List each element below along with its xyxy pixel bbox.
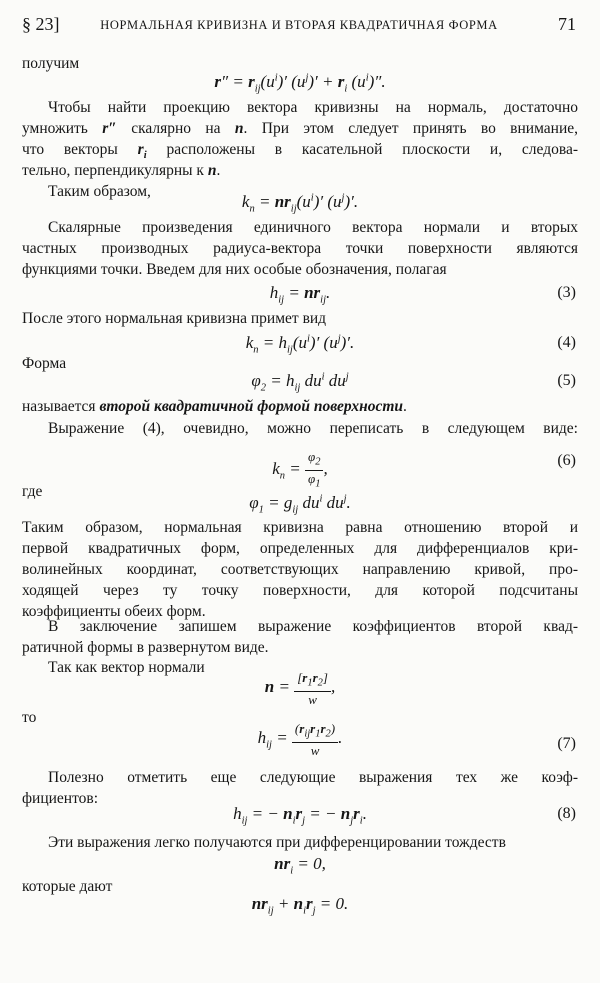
page-number: 71 <box>558 14 576 34</box>
text-line: где <box>22 483 43 500</box>
text-line: Скалярные произведения единичного вектора нормали и вторых <box>48 219 578 236</box>
equation-4: $k_n = h_{ij}(u^i)'$ $(u^j)'$. <box>245 333 355 356</box>
text-line: умножить r″ скалярно на n. При этом следует принять во внимание, <box>22 120 579 137</box>
equation-derivative: $nr_{ij} + n_ir_j = 0$. <box>251 894 349 917</box>
text-line: Чтобы найти проекцию вектора кривизны на нормаль, достаточно <box>48 99 578 116</box>
equation-phi1: $\varphi_1 = g_{ij}$ $du^i$ $du^j$. <box>249 493 351 516</box>
text-line: Таким образом, <box>48 183 151 200</box>
text-line: функциями точки. Введем для них особые обозначения, полагая <box>22 261 447 278</box>
text-line: называется второй квадратичной формой поверхности. <box>22 398 407 415</box>
text-line: которые дают <box>22 878 113 895</box>
text-line: то <box>22 709 37 726</box>
text-line: частных производных радиуса-вектора точки поверхности являются <box>22 240 578 257</box>
text-line: тельно, перпендикулярны к n. <box>22 162 221 179</box>
text-line: получим <box>22 55 80 72</box>
equation-8: $h_{ij}$ = − $n_ir_j$ = − $n_jr_i$. <box>233 804 367 827</box>
equation-number: (6) <box>557 452 576 469</box>
text-line: Таким образом, нормальная кривизна равна отношению второй и <box>22 519 578 536</box>
text-line: ратичной формы в развернутом виде. <box>22 639 269 656</box>
text-line: волинейных координат, соответствующих направлению кривой, про- <box>22 561 578 578</box>
equation-5: $\varphi_2 = h_{ij}$ $du^i$ $du^j$ <box>251 371 349 394</box>
text-line: Форма <box>22 355 67 372</box>
text-line: Эти выражения легко получаются при дифференцировании тождеств <box>48 834 506 851</box>
text-line: В заключение запишем выражение коэффициентов второй квад- <box>48 618 578 635</box>
equation-n: n = $\frac{[r_1r_2]}{w}$ , <box>264 670 336 707</box>
equation-number: (7) <box>557 735 576 752</box>
text-line: Так как вектор нормали <box>48 659 205 676</box>
equation-6: $k_n$ = $\frac{\varphi_2}{\varphi_1}$ , <box>272 449 328 490</box>
equation-number: (3) <box>557 284 576 301</box>
equation-number: (4) <box>557 334 576 351</box>
equation-3: $h_{ij} = nr_{ij}$. <box>269 283 331 306</box>
text-line: что векторы $r_i$ расположены в касательной плоскости и, следова- <box>22 141 578 162</box>
equation-r-second: $r'' = r_{ij}(u^i)'$ $(u^j)' + r_i$ $(u^i)''$. <box>214 72 386 95</box>
running-title: НОРМАЛЬНАЯ КРИВИЗНА И ВТОРАЯ КВАДРАТИЧНАЯ ФОРМА <box>100 18 498 32</box>
equation-7: $h_{ij}$ = $\frac{(r_{ij}r_1r_2)}{w}$ . <box>257 721 343 758</box>
equation-kn: $k_n = nr_{ij}(u^i)'$ $(u^j)'$. <box>241 192 359 215</box>
text-line: ходящей через ту точку поверхности, для которой подсчитаны <box>22 582 578 599</box>
text-line: коэффициенты обеих форм. <box>22 603 206 620</box>
equation-nri: $nr_i = 0$, <box>274 854 326 877</box>
running-header <box>22 14 576 40</box>
text-line: первой квадратичных форм, определенных для дифференциалов кри- <box>22 540 578 557</box>
text-line: После этого нормальная кривизна примет вид <box>22 310 327 327</box>
text-line: фициентов: <box>22 790 99 807</box>
equation-number: (5) <box>557 372 576 389</box>
equation-number: (8) <box>557 805 576 822</box>
section-number: § 23] <box>22 14 60 34</box>
text-line: Выражение (4), очевидно, можно переписать в следующем виде: <box>48 420 578 437</box>
text-line: Полезно отметить еще следующие выражения тех же коэф- <box>48 769 578 786</box>
